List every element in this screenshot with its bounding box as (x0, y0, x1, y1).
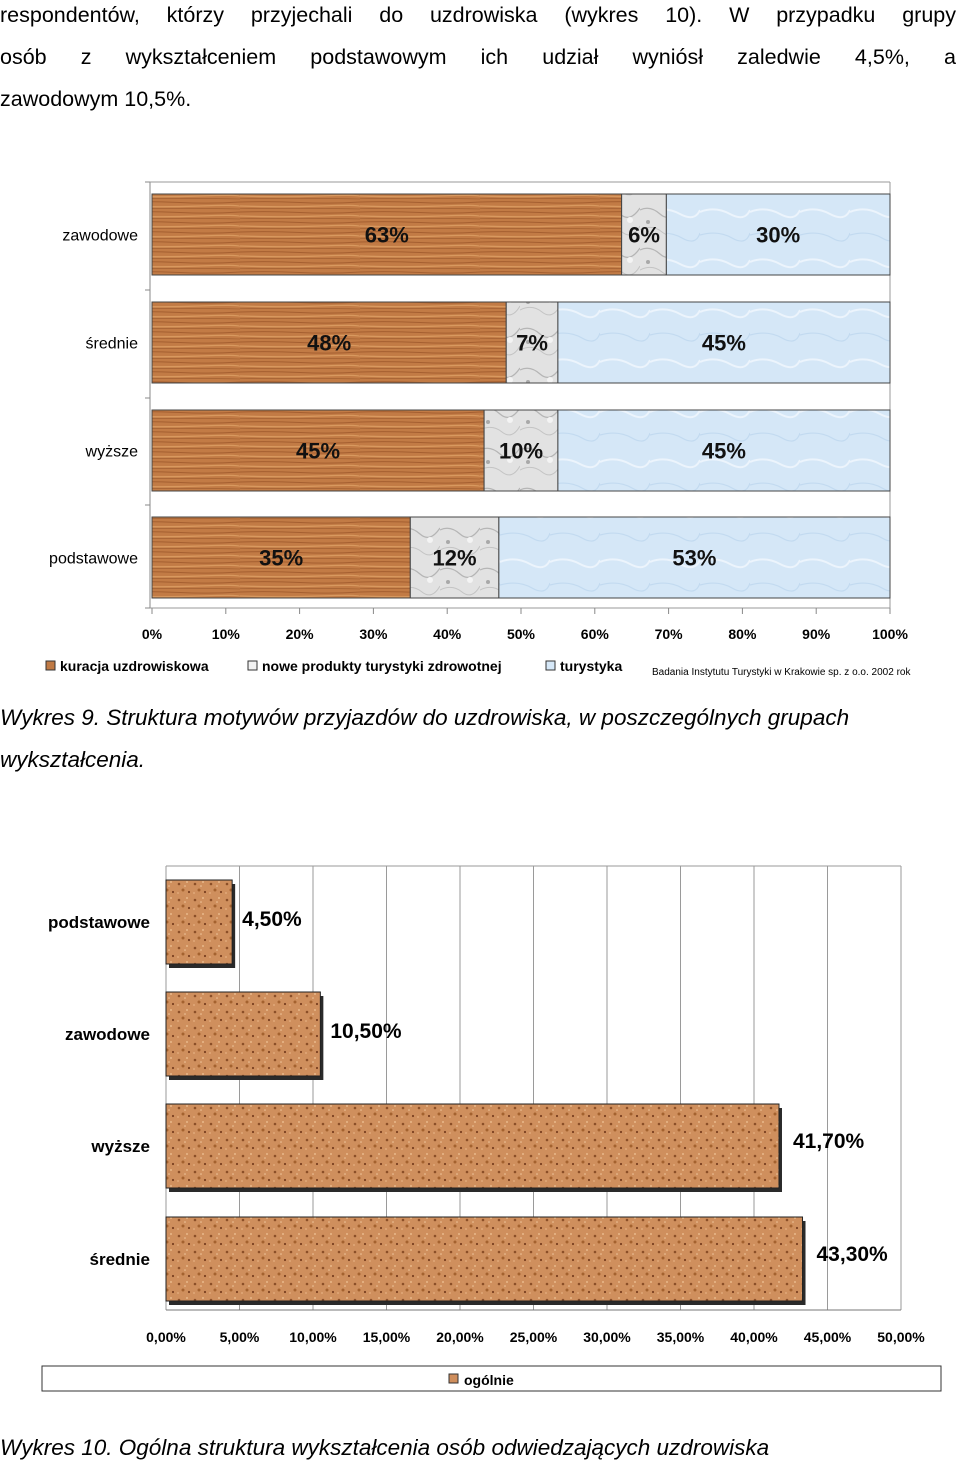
bar-value-label: 63% (364, 222, 409, 248)
x-tick-label: 40% (433, 626, 462, 642)
bar-value-label: 53% (672, 545, 717, 571)
x-tick-label: 60% (580, 626, 609, 642)
category-label: podstawowe (47, 913, 150, 932)
x-tick-label: 30,00% (583, 1329, 631, 1345)
x-tick-label: 20,00% (436, 1329, 484, 1345)
bar-value-label: 10% (498, 438, 544, 464)
bar-value-label: 45% (701, 438, 746, 464)
x-tick-label: 30% (359, 626, 388, 642)
x-tick-label: 25,00% (509, 1329, 558, 1345)
x-tick-label: 0,00% (146, 1329, 186, 1345)
paragraph-line: zawodowym 10,5%. (0, 87, 192, 111)
category-label: zawodowe (62, 227, 138, 245)
chart9-caption-line: Wykres 9. Struktura motywów przyjazdów do uzdrowiska, w poszczególnych grupach (0, 705, 850, 730)
x-tick-label: 70% (654, 626, 683, 642)
x-tick-label: 50% (506, 626, 536, 642)
bar (166, 1104, 779, 1188)
x-tick-label: 35,00% (656, 1329, 705, 1345)
bar-value-label: 7% (516, 330, 548, 356)
x-tick-label: 0% (141, 626, 163, 642)
category-label: zawodowe (64, 1025, 150, 1044)
x-tick-label: 45,00% (803, 1329, 852, 1345)
legend-label: turystyka (560, 658, 623, 674)
category-label: średnie (89, 1250, 150, 1269)
category-label: wyższe (85, 443, 138, 461)
bar (166, 992, 320, 1076)
bar-value-label: 4,50% (242, 908, 302, 931)
legend-label: kuracja uzdrowiskowa (60, 658, 209, 674)
category-label: wyższe (91, 1137, 150, 1156)
category-label: średnie (85, 335, 138, 353)
x-tick-label: 90% (802, 626, 831, 642)
x-tick-label: 40,00% (730, 1329, 778, 1345)
bar-value-label: 6% (628, 222, 660, 248)
bar-value-label: 45% (296, 438, 341, 464)
x-tick-label: 20% (285, 626, 314, 642)
x-tick-label: 50,00% (877, 1329, 925, 1345)
category-label: podstawowe (49, 550, 138, 568)
bar-value-label: 43,30% (816, 1243, 888, 1266)
bar (166, 880, 232, 964)
bar (166, 1217, 803, 1301)
x-tick-label: 10% (211, 626, 240, 642)
paragraph-line: osób z wykształceniem podstawowym ich udział wyniósł zaledwie 4,5%, a (0, 45, 956, 69)
bar-value-label: 45% (701, 330, 746, 356)
bar-value-label: 10,50% (330, 1020, 402, 1043)
legend-label: ogólnie (464, 1372, 514, 1388)
source-note: Badania Instytutu Turystyki w Krakowie sp. z o.o. 2002 rok (652, 667, 911, 678)
x-tick-label: 15,00% (362, 1329, 411, 1345)
bar-value-label: 35% (259, 545, 304, 571)
bar-value-label: 48% (307, 330, 352, 356)
legend-label: nowe produkty turystyki zdrowotnej (262, 658, 502, 674)
x-tick-label: 10,00% (289, 1329, 337, 1345)
chart10-caption: Wykres 10. Ogólna struktura wykształcenia osób odwiedzających uzdrowiska (0, 1435, 770, 1460)
chart9-caption-line: wykształcenia. (0, 747, 146, 772)
paragraph-line: respondentów, którzy przyjechali do uzdrowiska (wykres 10). W przypadku grupy (0, 3, 956, 27)
bar-value-label: 41,70% (792, 1130, 865, 1153)
x-tick-label: 100% (872, 626, 908, 642)
x-tick-label: 5,00% (219, 1329, 260, 1345)
x-tick-label: 80% (728, 626, 757, 642)
bar-value-label: 12% (432, 545, 477, 571)
bar-value-label: 30% (756, 222, 801, 248)
legend-swatch (449, 1374, 458, 1383)
